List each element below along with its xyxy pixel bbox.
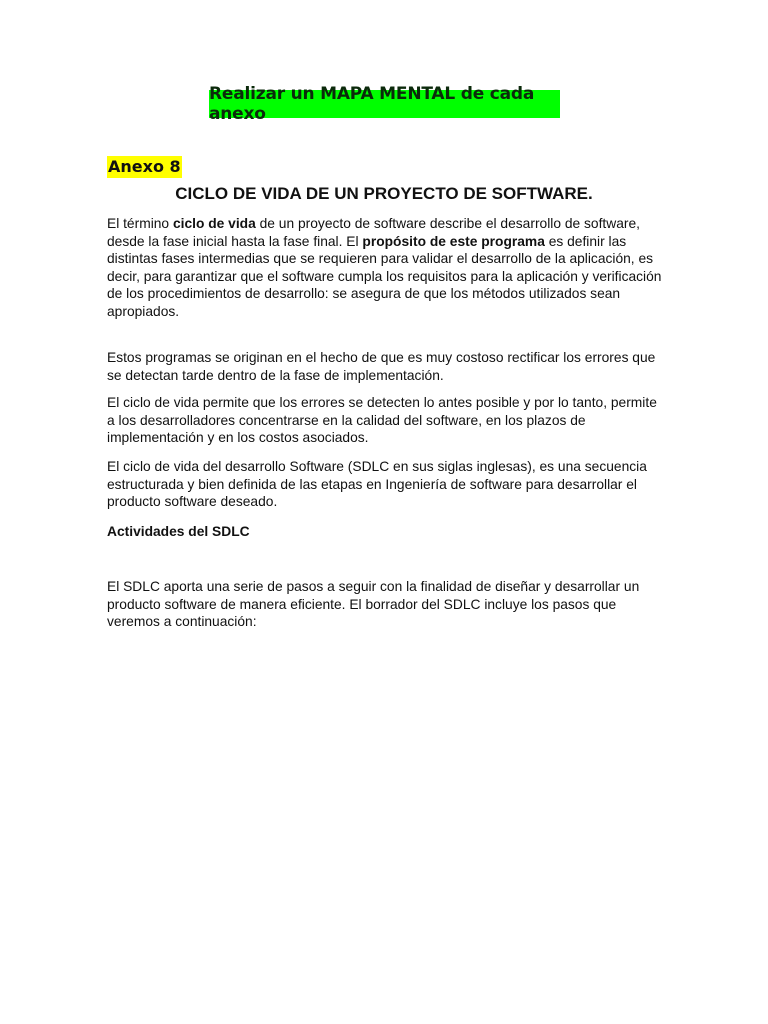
paragraph-intro: [107, 215, 662, 320]
paragraph-sdlc-steps: El SDLC aporta una serie de pasos a seguir con la finalidad de diseñar y desarrollar un producto software de manera eficiente. El borrador del SDLC incluye los pasos que veremos a continuación:: [107, 579, 640, 629]
paragraph-intro-text-2: de un proyecto de software describe el desarrollo de software, desde la fase inicial hasta la fase final. El: [107, 216, 641, 249]
instruction-banner-text: Realizar un MAPA MENTAL de cada anexo: [209, 84, 535, 124]
annex-label: [107, 156, 182, 178]
paragraph-intro-bold-1: ciclo de vida: [172, 216, 256, 231]
paragraph-benefits: El ciclo de vida permite que los errores se detecten lo antes posible y por lo tanto, permite a los desarrolladores concentrarse en la calidad del software, en los plazos de implementación y en los costos asociados.: [107, 395, 657, 445]
document-title: CICLO DE VIDA DE UN PROYECTO DE SOFTWARE.: [175, 184, 593, 203]
paragraph-intro-bold-2: propósito de este programa: [362, 233, 545, 249]
annex-label-text: Anexo 8: [108, 157, 181, 176]
paragraph-sdlc-definition: El ciclo de vida del desarrollo Software (SDLC en sus siglas inglesas), es una secuencia estructurada y bien definida de las etapas en Ingeniería de software para desarrollar el producto software deseado.: [107, 459, 647, 509]
paragraph-intro-text-1: El término: [107, 216, 173, 231]
paragraph-origin: Estos programas se originan en el hecho de que es muy costoso rectificar los errores que se detectan tarde dentro de la fase de implementación.: [107, 350, 656, 383]
paragraph-intro-text-3: es definir las distintas fases intermedias que se requieren para validar el desarrollo de la aplicación, es decir, para garantizar que el software cumpla los requisitos para la aplicación y verificación de los procedimientos de desarrollo: se asegura de que los métodos utilizados sean apropiados.: [107, 233, 662, 319]
instruction-banner: [209, 84, 560, 124]
section-heading: Actividades del SDLC: [107, 524, 250, 539]
